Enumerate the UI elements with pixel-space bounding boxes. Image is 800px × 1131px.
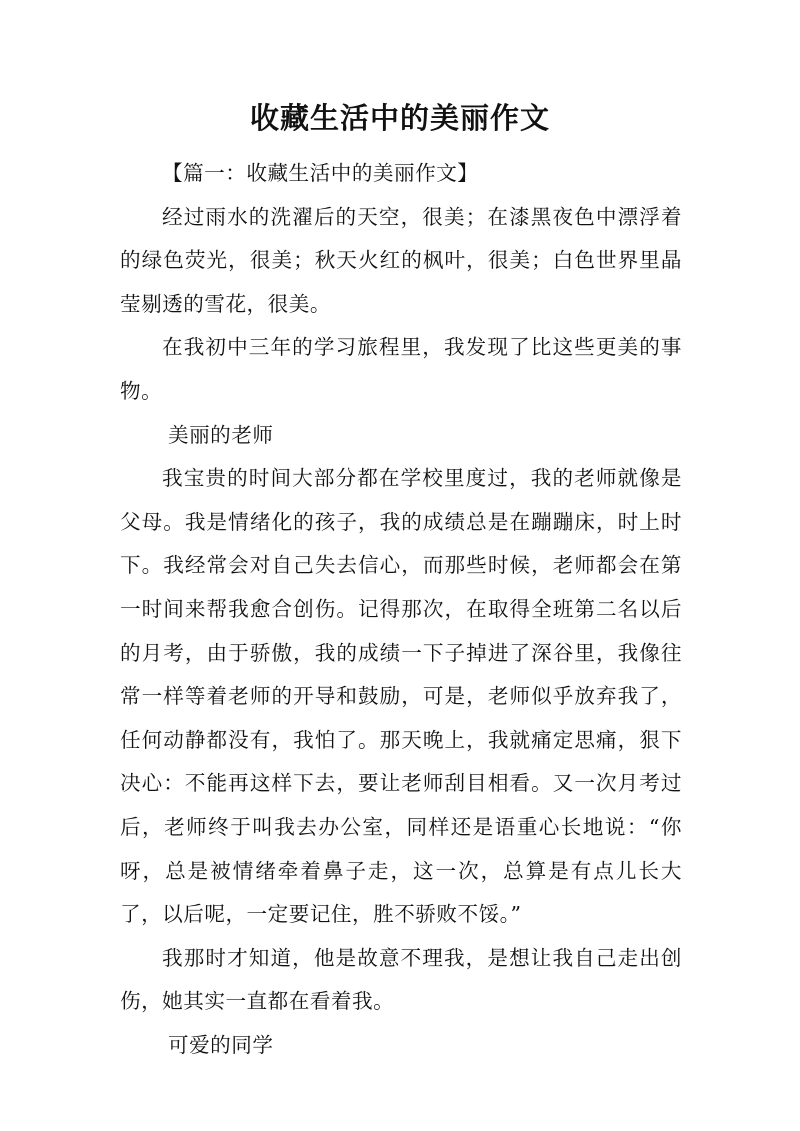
paragraph-discovery: 在我初中三年的学习旅程里，我发现了比这些更美的事物。 bbox=[120, 335, 682, 403]
document-body bbox=[120, 152, 682, 1067]
section-heading-classmates: 可爱的同学 bbox=[168, 1032, 274, 1057]
paragraph-chapter-heading: 【篇一：收藏生活中的美丽作文】 bbox=[162, 161, 479, 185]
document-title: 收藏生活中的美丽作文 bbox=[249, 101, 550, 135]
paragraph-intro: 经过雨水的洗濯后的天空，很美；在漆黑夜色中漂浮着的绿色荧光，很美；秋天火红的枫叶，很美；白色世界里晶莹剔透的雪花，很美。 bbox=[120, 204, 682, 316]
section-heading-teacher: 美丽的老师 bbox=[168, 422, 274, 447]
paragraph-realization: 我那时才知道，他是故意不理我，是想让我自己走出创伤，她其实一直都在看着我。 bbox=[120, 945, 682, 1014]
paragraph-teacher-story: 我宝贵的时间大部分都在学校里度过，我的老师就像是父母。我是情绪化的孩子，我的成绩总是在蹦蹦床，时上时下。我经常会对自己失去信心，而那些时候，老师都会在第一时间来帮我愈合创伤。记得那次，在取得全班第二名以后的月考，由于骄傲，我的成绩一下子掉进了深谷里，我像往常一样等着老师的开导和鼓励，可是，老师似乎放弃我了，任何动静都没有，我怕了。那天晚上，我就痛定思痛，狠下决心：不能再这样下去，要让老师刮目相看。又一次月考过后，老师终于叫我去办公室，同样还是语重心长地说：“你呀，总是被情绪牵着鼻子走，这一次，总算是有点儿长大了，以后呢，一定要记住，胜不骄败不馁。” bbox=[120, 466, 682, 927]
